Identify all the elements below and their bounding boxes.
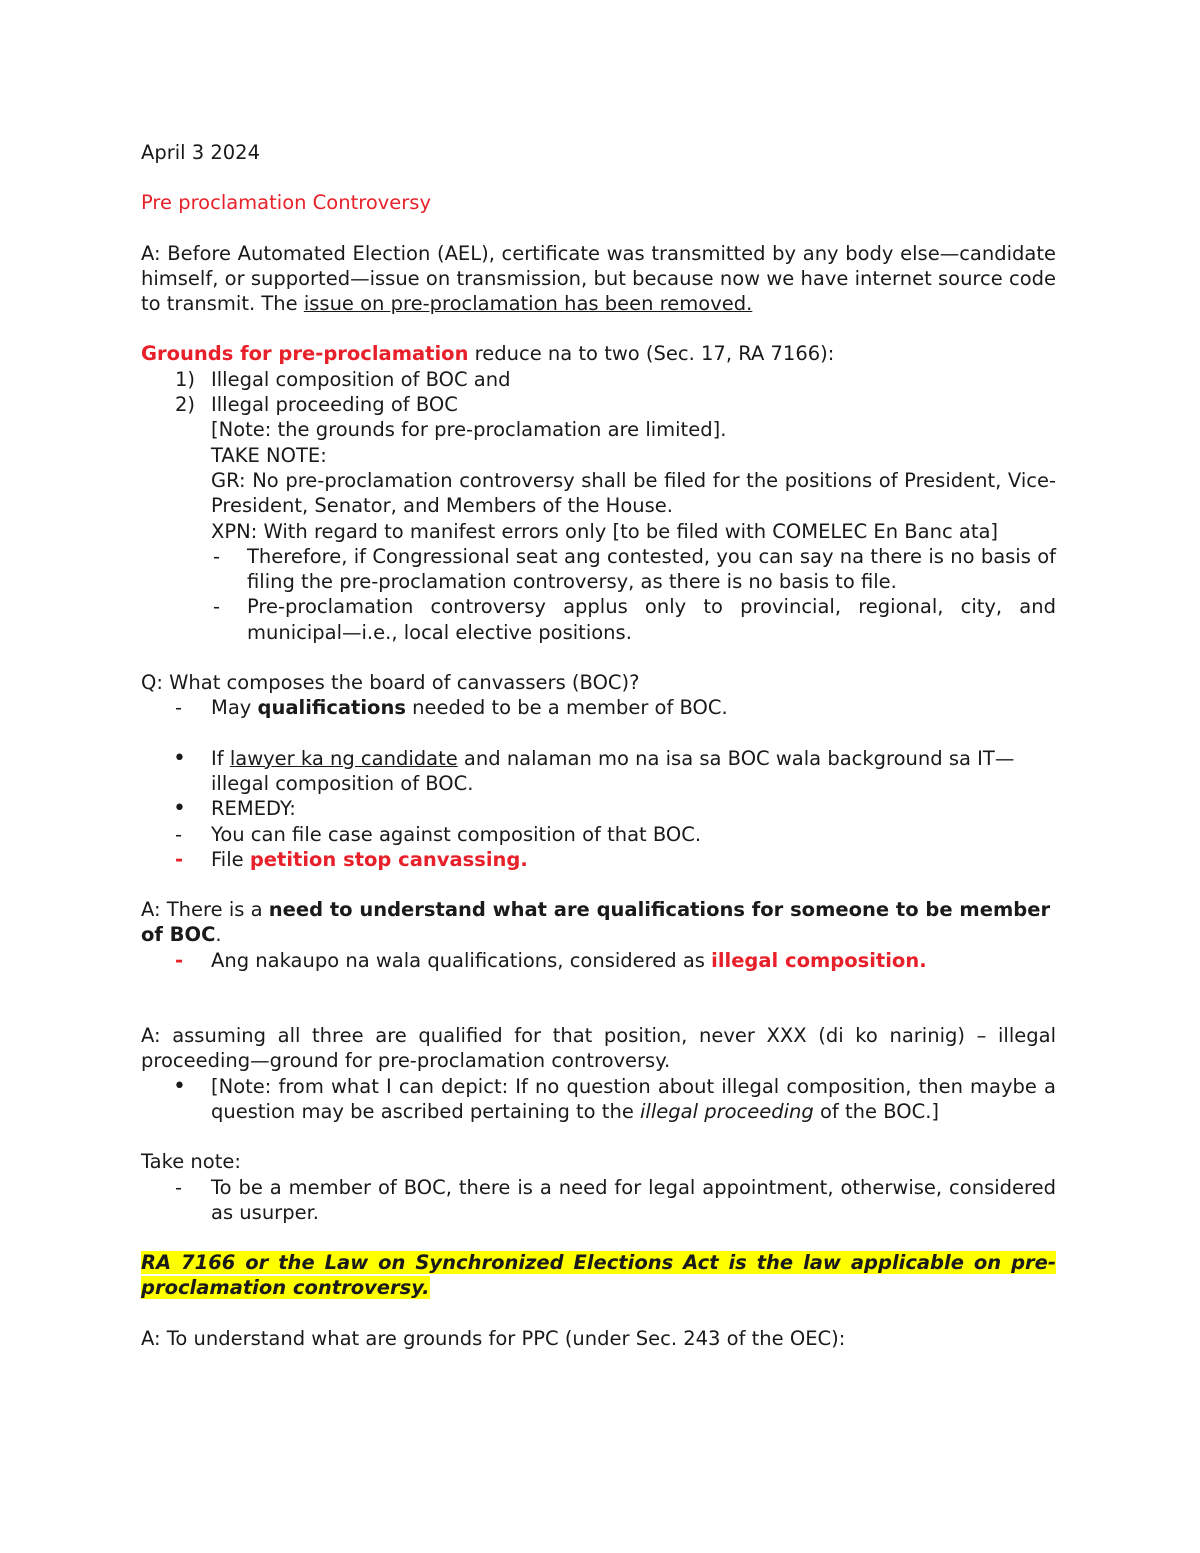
dash-marker: - xyxy=(175,1175,183,1199)
take-note-label: TAKE NOTE: xyxy=(211,443,327,467)
general-rule: GR: No pre-proclamation controversy shall be filed for the positions of President, Vice-President, Senator, and Members of the House. xyxy=(211,468,1056,518)
grounds-item-2 xyxy=(141,392,1056,417)
file-case-item xyxy=(141,822,1056,847)
bullet-dot: • xyxy=(173,1073,186,1099)
need-answer-post: . xyxy=(215,923,222,947)
usurper-item xyxy=(141,1175,1056,1226)
depict-note-bullet xyxy=(141,1074,1056,1125)
depict-note-italic: illegal proceeding xyxy=(640,1099,814,1123)
file-case-text: You can file case against composition of that BOC. xyxy=(211,822,702,846)
list-number: 1) xyxy=(175,367,196,391)
intro-paragraph xyxy=(141,241,1056,317)
dash-marker: - xyxy=(175,696,183,720)
intro-underlined: issue on pre-proclamation has been removed. xyxy=(303,292,753,316)
need-answer-bold: need to understand what are qualifications for someone to be member of BOC xyxy=(141,898,1051,947)
usurper-text: To be a member of BOC, there is a need for legal appointment, otherwise, considered as usurper. xyxy=(211,1175,1056,1224)
bullet-dot: • xyxy=(173,796,186,822)
grounds-heading-rest: reduce na to two (Sec. 17, RA 7166): xyxy=(468,342,835,366)
file-petition-pre: File xyxy=(211,847,250,871)
lawyer-underlined: lawyer ka ng candidate xyxy=(229,746,458,770)
document-body xyxy=(141,140,1056,1351)
dash-marker-red: - xyxy=(175,948,184,972)
need-answer-pre: A: There is a xyxy=(141,898,269,922)
remedy-label: REMEDY: xyxy=(211,797,296,821)
depict-note-pre: [Note: from what I can depict: If no question about illegal composition, then maybe a question may be ascribed pertaining to the xyxy=(211,1074,1056,1123)
grounds-note: [Note: the grounds for pre-proclamation are limited]. xyxy=(211,418,727,442)
document-title: Pre proclamation Controversy xyxy=(141,191,432,215)
need-answer xyxy=(141,897,1056,948)
depict-note-post: of the BOC.] xyxy=(813,1099,939,1123)
lawyer-pre: If xyxy=(211,746,230,770)
dash-marker: - xyxy=(175,822,183,846)
qualifications-pre: May xyxy=(211,696,258,720)
sub-bullet-2 xyxy=(141,594,1056,645)
highlighted-text: RA 7166 or the Law on Synchronized Elections Act is the law applicable on pre-proclamation controversy. xyxy=(141,1251,1056,1300)
grounds-item-text: Illegal proceeding of BOC xyxy=(211,393,458,417)
grounds-heading: Grounds for pre-proclamation xyxy=(141,342,469,366)
sub-bullet-1 xyxy=(141,544,1056,595)
list-number: 2) xyxy=(175,393,196,417)
qualifications-post: needed to be a member of BOC. xyxy=(405,696,728,720)
qualifications-bold: qualifications xyxy=(257,696,406,720)
intro-text: A: Before Automated Election (AEL), certificate was transmitted by any body else—candidate himself, or supported—issue on transmission, but because now we have internet source code to transmit. The xyxy=(141,241,1056,316)
lawyer-post: and nalaman mo na isa sa BOC wala background sa IT—illegal composition of BOC. xyxy=(211,746,1015,795)
assuming-paragraph: A: assuming all three are qualified for that position, never XXX (di ko narinig) – illegal proceeding—ground for pre-proclamation controversy. xyxy=(141,1024,1056,1073)
remedy-bullet xyxy=(141,796,1056,821)
grounds-heading-line xyxy=(141,341,1056,366)
sub-bullet-text: Therefore, if Congressional seat ang contested, you can say na there is no basis of filing the pre-proclamation controversy, as there is no basis to file. xyxy=(247,544,1056,594)
grounds-item-1 xyxy=(141,367,1056,392)
final-question: A: To understand what are grounds for PPC (under Sec. 243 of the OEC): xyxy=(141,1326,846,1350)
dash-marker-red: - xyxy=(175,847,184,871)
grounds-item-text: Illegal composition of BOC and xyxy=(211,367,511,391)
qualifications-item xyxy=(141,695,1056,720)
illegal-composition-red: illegal composition. xyxy=(711,948,927,972)
take-note-2-label: Take note: xyxy=(141,1150,241,1174)
date-line: April 3 2024 xyxy=(141,141,260,164)
highlight-paragraph xyxy=(141,1250,1056,1301)
sub-bullet-text: Pre-proclamation controversy applus only to provincial, regional, city, and municipal—i.e., local elective positions. xyxy=(247,595,1056,644)
dash-marker: - xyxy=(213,544,221,568)
boc-question: Q: What composes the board of canvassers (BOC)? xyxy=(141,671,640,695)
lawyer-bullet xyxy=(141,746,1056,797)
illegal-composition-pre: Ang nakaupo na wala qualifications, considered as xyxy=(211,948,712,972)
illegal-composition-item xyxy=(141,948,1056,973)
file-petition-red: petition stop canvassing. xyxy=(249,847,528,871)
dash-marker: - xyxy=(213,595,221,619)
bullet-dot: • xyxy=(173,745,186,771)
file-petition-item xyxy=(141,847,1056,872)
exception: XPN: With regard to manifest errors only [to be filed with COMELEC En Banc ata] xyxy=(211,519,999,543)
